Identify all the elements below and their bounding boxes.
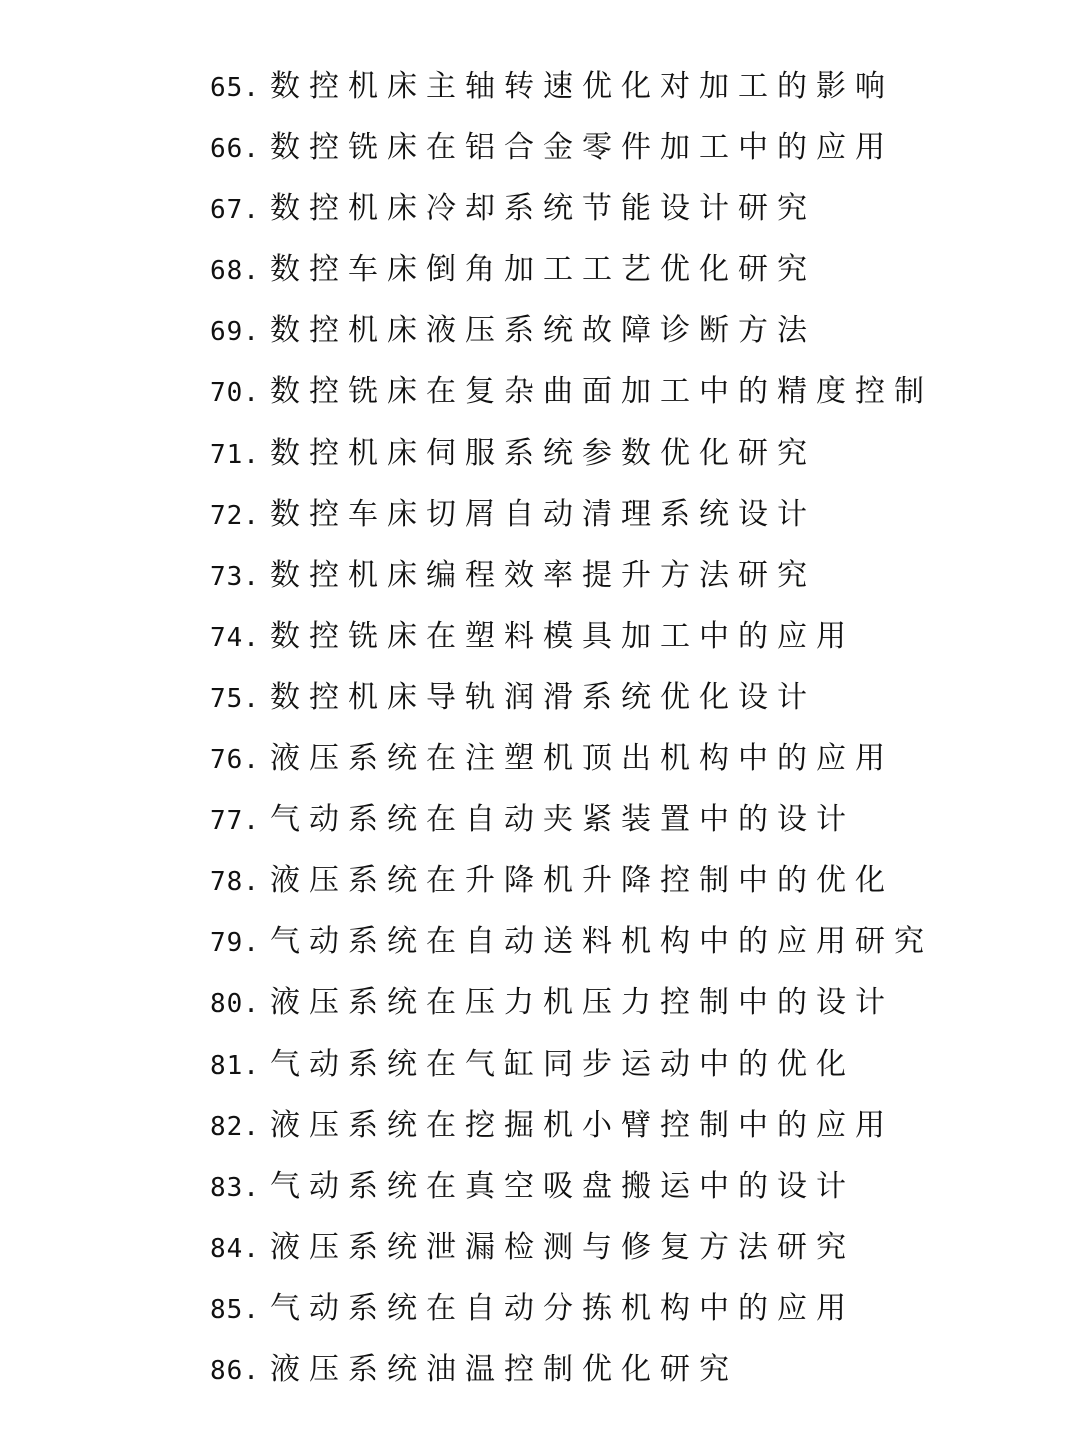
item-text: 液压系统在升降机升降控制中的优化 xyxy=(270,863,894,899)
list-item xyxy=(210,239,1030,300)
list-item xyxy=(210,728,1030,789)
item-text: 数控机床导轨润滑系统优化设计 xyxy=(270,679,816,715)
list-item xyxy=(210,423,1030,484)
item-text: 数控机床冷却系统节能设计研究 xyxy=(270,191,816,227)
item-text: 液压系统在压力机压力控制中的设计 xyxy=(270,985,894,1021)
item-number: 78. xyxy=(210,867,260,898)
item-number: 74. xyxy=(210,622,260,653)
item-text: 数控铣床在复杂曲面加工中的精度控制 xyxy=(270,374,933,410)
item-number: 67. xyxy=(210,195,260,226)
list-item xyxy=(210,911,1030,972)
item-text: 液压系统泄漏检测与修复方法研究 xyxy=(270,1229,855,1265)
item-number: 85. xyxy=(210,1294,260,1325)
item-number: 69. xyxy=(210,317,260,348)
item-number: 75. xyxy=(210,683,260,714)
item-number: 83. xyxy=(210,1172,260,1203)
list-item xyxy=(210,1339,1030,1400)
list-item xyxy=(210,1278,1030,1339)
list-item xyxy=(210,361,1030,422)
list-item xyxy=(210,56,1030,117)
item-text: 数控机床编程效率提升方法研究 xyxy=(270,557,816,593)
item-text: 气动系统在真空吸盘搬运中的设计 xyxy=(270,1168,855,1204)
list-item xyxy=(210,1156,1030,1217)
item-number: 65. xyxy=(210,73,260,103)
list-item xyxy=(210,1217,1030,1278)
item-text: 液压系统油温控制优化研究 xyxy=(270,1351,738,1387)
item-text: 气动系统在自动分拣机构中的应用 xyxy=(270,1290,855,1326)
list-item xyxy=(210,850,1030,911)
list-item xyxy=(210,178,1030,239)
list-item xyxy=(210,484,1030,545)
item-number: 77. xyxy=(210,806,260,837)
item-number: 82. xyxy=(210,1111,260,1142)
item-text: 气动系统在自动送料机构中的应用研究 xyxy=(270,924,933,960)
item-number: 66. xyxy=(210,134,260,165)
item-text: 数控机床液压系统故障诊断方法 xyxy=(270,313,816,349)
item-number: 68. xyxy=(210,256,260,287)
item-number: 81. xyxy=(210,1050,260,1081)
list-item xyxy=(210,606,1030,667)
item-text: 数控机床伺服系统参数优化研究 xyxy=(270,435,816,471)
list-item xyxy=(210,117,1030,178)
list-item xyxy=(210,972,1030,1033)
item-number: 86. xyxy=(210,1355,260,1386)
item-number: 73. xyxy=(210,561,260,592)
item-text: 液压系统在注塑机顶出机构中的应用 xyxy=(270,741,894,777)
item-text: 数控车床倒角加工工艺优化研究 xyxy=(270,252,816,288)
item-text: 气动系统在气缸同步运动中的优化 xyxy=(270,1046,855,1082)
list-item xyxy=(210,667,1030,728)
item-text: 数控铣床在塑料模具加工中的应用 xyxy=(270,618,855,654)
topic-list xyxy=(210,56,1030,1400)
item-number: 79. xyxy=(210,928,260,959)
list-item xyxy=(210,300,1030,361)
list-item xyxy=(210,1095,1030,1156)
list-item xyxy=(210,545,1030,606)
item-number: 80. xyxy=(210,989,260,1020)
item-number: 72. xyxy=(210,500,260,531)
item-text: 数控机床主轴转速优化对加工的影响 xyxy=(270,69,894,104)
item-number: 84. xyxy=(210,1233,260,1264)
item-text: 数控铣床在铝合金零件加工中的应用 xyxy=(270,130,894,166)
item-number: 70. xyxy=(210,378,260,409)
list-item xyxy=(210,1034,1030,1095)
item-text: 数控车床切屑自动清理系统设计 xyxy=(270,496,816,532)
item-text: 气动系统在自动夹紧装置中的设计 xyxy=(270,802,855,838)
item-number: 71. xyxy=(210,439,260,470)
item-text: 液压系统在挖掘机小臂控制中的应用 xyxy=(270,1107,894,1143)
list-item xyxy=(210,789,1030,850)
item-number: 76. xyxy=(210,745,260,776)
